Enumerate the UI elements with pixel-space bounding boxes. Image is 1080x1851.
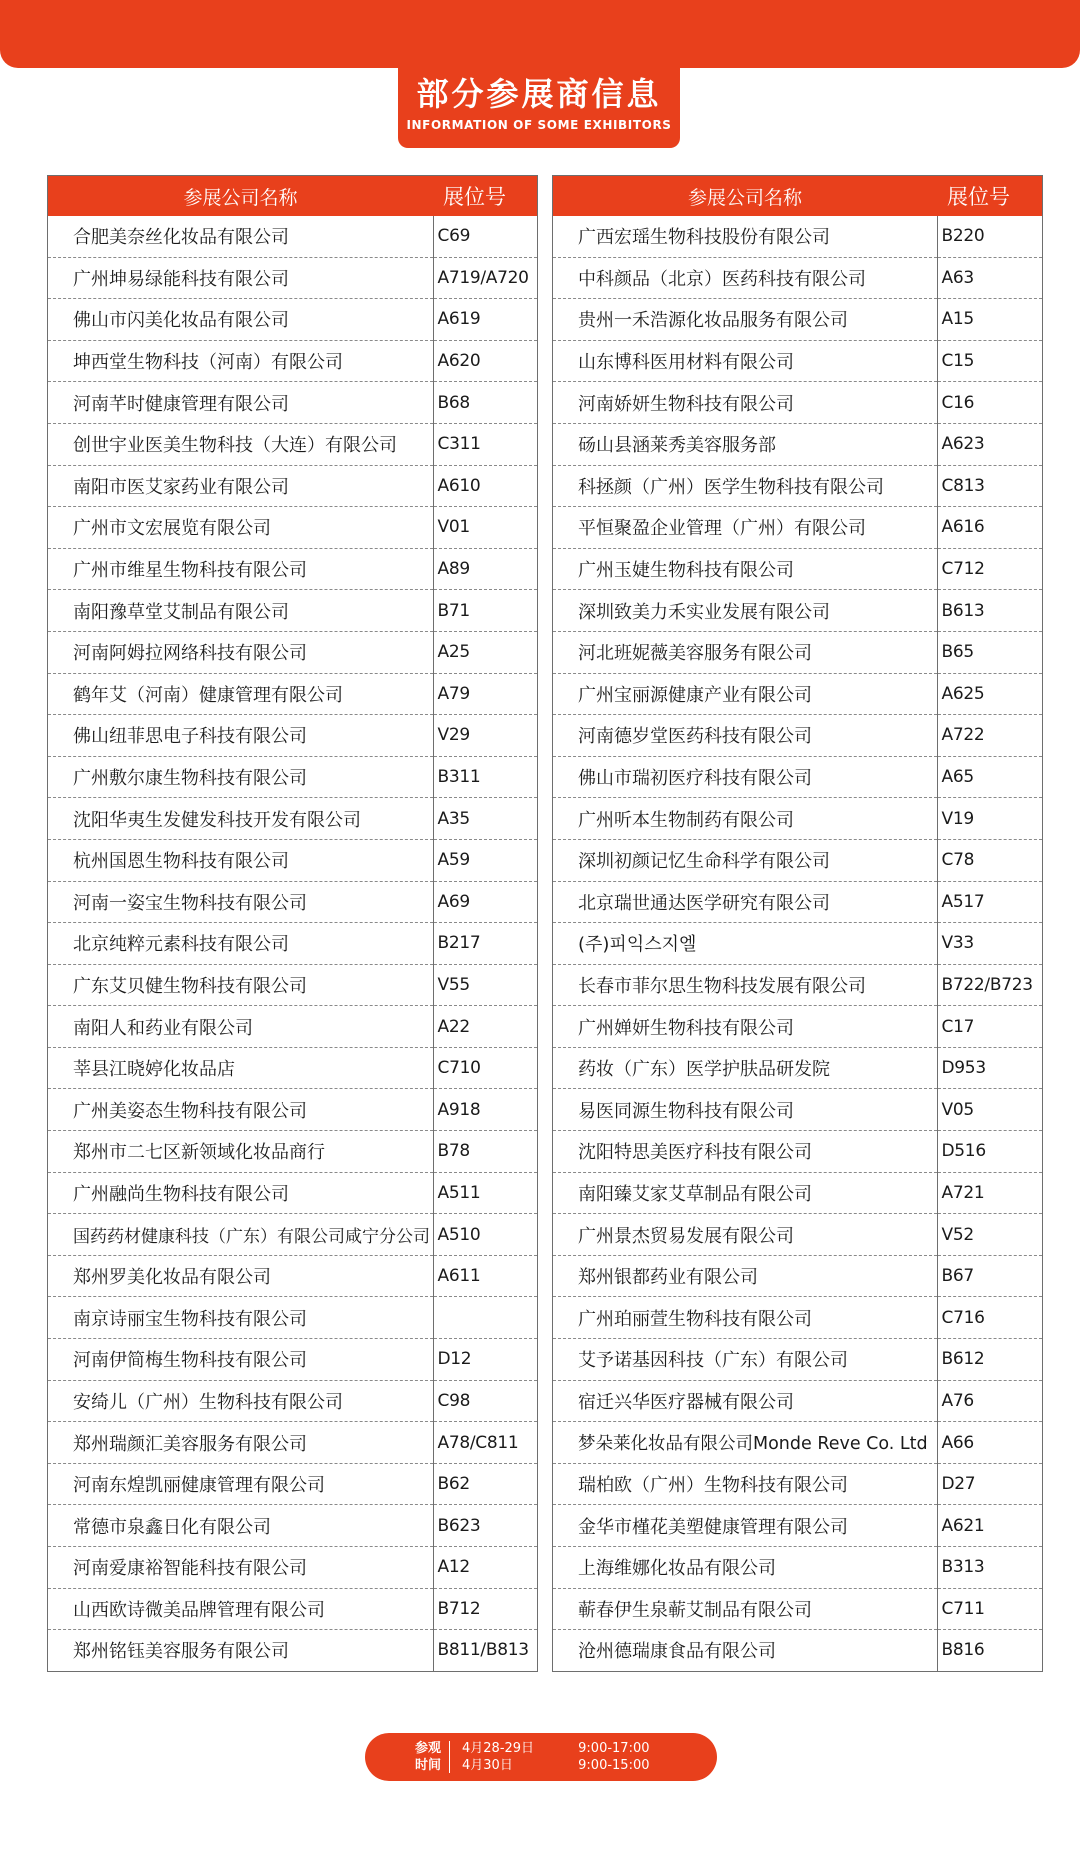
company-name-cell: 南阳豫草堂艾制品有限公司 (48, 590, 433, 632)
table-row (48, 507, 537, 549)
table-row (48, 1131, 537, 1173)
table-row (48, 1089, 537, 1131)
booth-number-cell: B65 (937, 631, 1042, 673)
company-name-cell: 河南娇妍生物科技有限公司 (553, 382, 937, 424)
table-row (553, 382, 1042, 424)
company-name-cell: 上海维娜化妆品有限公司 (553, 1547, 937, 1589)
booth-number-cell: A76 (937, 1380, 1042, 1422)
table-row (48, 340, 537, 382)
table-row (553, 839, 1042, 881)
booth-number-cell: A621 (937, 1505, 1042, 1547)
booth-number-cell: A510 (433, 1214, 537, 1256)
booth-number-cell: C98 (433, 1380, 537, 1422)
booth-number-cell: A625 (937, 673, 1042, 715)
table-row (553, 756, 1042, 798)
visit-hours: 9:00-15:00 (578, 1758, 650, 1773)
company-name-cell: 常德市泉鑫日化有限公司 (48, 1505, 433, 1547)
exhibitor-list-left (48, 216, 537, 1671)
table-row (553, 1463, 1042, 1505)
company-name-cell: 广州市文宏展览有限公司 (48, 507, 433, 549)
booth-number-cell: A63 (937, 257, 1042, 299)
company-name-cell: 长春市菲尔思生物科技发展有限公司 (553, 964, 937, 1006)
company-name-cell: 莘县江晓婷化妆品店 (48, 1047, 433, 1089)
exhibitor-table-left (47, 175, 538, 1672)
table-row (553, 299, 1042, 341)
table-header-row (48, 176, 537, 216)
company-name-cell: 宿迁兴华医疗器械有限公司 (553, 1380, 937, 1422)
booth-number-cell: B71 (433, 590, 537, 632)
company-name-cell: 广州听本生物制药有限公司 (553, 798, 937, 840)
table-row (553, 964, 1042, 1006)
company-name-cell: 广州坤易绿能科技有限公司 (48, 257, 433, 299)
booth-number-cell: C712 (937, 548, 1042, 590)
company-name-cell: 河南德岁堂医药科技有限公司 (553, 715, 937, 757)
booth-number-cell: A79 (433, 673, 537, 715)
booth-number-cell: C69 (433, 216, 537, 257)
company-name-cell: 山西欧诗微美品牌管理有限公司 (48, 1588, 433, 1630)
company-name-cell: 杭州国恩生物科技有限公司 (48, 839, 433, 881)
company-name-cell: 南京诗丽宝生物科技有限公司 (48, 1297, 433, 1339)
booth-column-header: 展位号 (937, 176, 1042, 216)
company-name-cell: 河北班妮薇美容服务有限公司 (553, 631, 937, 673)
exhibitor-table-right (552, 175, 1043, 1672)
booth-number-cell: D953 (937, 1047, 1042, 1089)
table-row (48, 673, 537, 715)
booth-number-cell: D12 (433, 1339, 537, 1381)
company-name-cell: 南阳臻艾家艾草制品有限公司 (553, 1172, 937, 1214)
table-row (553, 257, 1042, 299)
company-name-cell: 药妆（广东）医学护肤品研发院 (553, 1047, 937, 1089)
company-name-cell: 砀山县涵莱秀美容服务部 (553, 423, 937, 465)
company-name-cell: 河南阿姆拉网络科技有限公司 (48, 631, 433, 673)
company-name-cell: 深圳初颜记忆生命科学有限公司 (553, 839, 937, 881)
booth-number-cell: D516 (937, 1131, 1042, 1173)
booth-number-cell: A517 (937, 881, 1042, 923)
booth-number-cell: A15 (937, 299, 1042, 341)
table-row (48, 964, 537, 1006)
table-row (553, 1630, 1042, 1671)
booth-number-cell: B722/B723 (937, 964, 1042, 1006)
visit-schedule-row (462, 1757, 650, 1774)
company-name-cell: 佛山市闪美化妆品有限公司 (48, 299, 433, 341)
table-row (553, 1339, 1042, 1381)
table-row (553, 1588, 1042, 1630)
booth-number-cell: V52 (937, 1214, 1042, 1256)
booth-number-cell: A12 (433, 1547, 537, 1589)
booth-number-cell (433, 1297, 537, 1339)
booth-number-cell: B712 (433, 1588, 537, 1630)
company-name-cell: 平恒聚盈企业管理（广州）有限公司 (553, 507, 937, 549)
table-row (48, 1297, 537, 1339)
table-row (553, 1505, 1042, 1547)
company-name-cell: 广州宝丽源健康产业有限公司 (553, 673, 937, 715)
booth-number-cell: A35 (433, 798, 537, 840)
company-name-cell: 广州融尚生物科技有限公司 (48, 1172, 433, 1214)
booth-number-cell: A78/C811 (433, 1422, 537, 1464)
table-row (48, 881, 537, 923)
booth-number-cell: A22 (433, 1006, 537, 1048)
booth-number-cell: A918 (433, 1089, 537, 1131)
company-name-cell: 贵州一禾浩源化妆品服务有限公司 (553, 299, 937, 341)
booth-number-cell: B220 (937, 216, 1042, 257)
table-row (48, 465, 537, 507)
visit-hours: 9:00-17:00 (578, 1741, 650, 1756)
table-row (553, 1172, 1042, 1214)
booth-number-cell: C813 (937, 465, 1042, 507)
booth-number-cell: V05 (937, 1089, 1042, 1131)
booth-number-cell: B78 (433, 1131, 537, 1173)
company-name-cell: 中科颜品（北京）医药科技有限公司 (553, 257, 937, 299)
table-row (48, 1380, 537, 1422)
table-row (48, 1547, 537, 1589)
booth-number-cell: V33 (937, 923, 1042, 965)
company-name-cell: 佛山市瑞初医疗科技有限公司 (553, 756, 937, 798)
company-name-cell: 郑州罗美化妆品有限公司 (48, 1255, 433, 1297)
booth-number-cell: A611 (433, 1255, 537, 1297)
visit-time-banner (365, 1733, 717, 1781)
table-row (48, 216, 537, 257)
company-name-cell: 深圳致美力禾实业发展有限公司 (553, 590, 937, 632)
company-name-cell: 沈阳华夷生发健发科技开发有限公司 (48, 798, 433, 840)
table-row (553, 923, 1042, 965)
booth-number-cell: B816 (941, 1640, 985, 1661)
company-name-cell: 合肥美奈丝化妆品有限公司 (48, 216, 433, 257)
booth-number-cell: V19 (937, 798, 1042, 840)
booth-number-cell: A89 (433, 548, 537, 590)
table-row (48, 1172, 537, 1214)
booth-number-cell: A610 (433, 465, 537, 507)
visit-date: 4月30日 (462, 1758, 513, 1773)
table-row (48, 257, 537, 299)
company-name-cell: 广州市维星生物科技有限公司 (48, 548, 433, 590)
company-name-cell: 安绮儿（广州）生物科技有限公司 (48, 1380, 433, 1422)
table-row (553, 673, 1042, 715)
company-name-cell: 河南东煌凯丽健康管理有限公司 (48, 1463, 433, 1505)
table-row (48, 631, 537, 673)
table-row (553, 1214, 1042, 1256)
table-row (48, 756, 537, 798)
table-row (48, 382, 537, 424)
company-name-cell: 南阳人和药业有限公司 (48, 1006, 433, 1048)
company-name-cell: 郑州银都药业有限公司 (553, 1255, 937, 1297)
table-row (553, 1547, 1042, 1589)
booth-number-cell: A65 (937, 756, 1042, 798)
booth-number-cell: B612 (937, 1339, 1042, 1381)
booth-number-cell: A69 (433, 881, 537, 923)
table-row (553, 1297, 1042, 1339)
booth-number-cell: B217 (433, 923, 537, 965)
page-title-badge (398, 64, 680, 148)
company-name-cell: 广州敷尔康生物科技有限公司 (48, 756, 433, 798)
table-row (48, 1255, 537, 1297)
table-row (553, 340, 1042, 382)
company-name-cell: 梦朵莱化妆品有限公司Monde Reve Co. Ltd (553, 1422, 937, 1464)
booth-number-cell: C78 (937, 839, 1042, 881)
table-row (48, 715, 537, 757)
company-name-cell: 广州美姿态生物科技有限公司 (48, 1089, 433, 1131)
page-title: 部分参展商信息 (416, 75, 662, 113)
booth-number-cell: C17 (937, 1006, 1042, 1048)
company-name-cell: 金华市槿花美塑健康管理有限公司 (553, 1505, 937, 1547)
table-row (553, 1422, 1042, 1464)
company-name-cell: 北京瑞世通达医学研究有限公司 (553, 881, 937, 923)
table-row (48, 1006, 537, 1048)
table-row (553, 1089, 1042, 1131)
exhibitor-list-right (553, 216, 1042, 1671)
company-name-cell: 广东艾贝健生物科技有限公司 (48, 964, 433, 1006)
booth-number-cell: B311 (433, 756, 537, 798)
table-row (553, 1006, 1042, 1048)
table-row (553, 423, 1042, 465)
booth-number-cell: A66 (937, 1422, 1042, 1464)
booth-number-cell: C710 (433, 1047, 537, 1089)
company-name-cell: 河南伊简梅生物科技有限公司 (48, 1339, 433, 1381)
table-row (553, 216, 1042, 257)
company-name-cell: 河南爱康裕智能科技有限公司 (48, 1547, 433, 1589)
booth-number-cell: D27 (937, 1463, 1042, 1505)
table-row (48, 923, 537, 965)
table-row (553, 1131, 1042, 1173)
company-name-cell: 北京纯粹元素科技有限公司 (48, 923, 433, 965)
table-row (48, 1047, 537, 1089)
booth-number-cell: A25 (433, 631, 537, 673)
company-name-cell: 科拯颜（广州）医学生物科技有限公司 (553, 465, 937, 507)
booth-number-cell: C16 (937, 382, 1042, 424)
booth-number-cell: V01 (433, 507, 537, 549)
company-name-cell: 坤西堂生物科技（河南）有限公司 (48, 340, 433, 382)
company-column-header: 参展公司名称 (553, 176, 937, 216)
booth-number-cell: A616 (937, 507, 1042, 549)
company-name-cell: 广州玉婕生物科技有限公司 (553, 548, 937, 590)
booth-column-header: 展位号 (433, 176, 537, 216)
visit-schedule-row (462, 1740, 650, 1757)
table-row (553, 590, 1042, 632)
table-row (553, 1380, 1042, 1422)
company-name-cell: 广州婵妍生物科技有限公司 (553, 1006, 937, 1048)
company-name-cell: 河南芊时健康管理有限公司 (48, 382, 433, 424)
table-row (553, 507, 1042, 549)
company-name-cell: 郑州瑞颜汇美容服务有限公司 (48, 1422, 433, 1464)
company-name-cell: 鹤年艾（河南）健康管理有限公司 (48, 673, 433, 715)
booth-number-cell: C15 (937, 340, 1042, 382)
booth-number-cell: B313 (937, 1547, 1042, 1589)
company-name-cell: 广州珀丽萱生物科技有限公司 (553, 1297, 937, 1339)
table-row (48, 1630, 537, 1671)
table-row (48, 1339, 537, 1381)
booth-number-cell: A721 (937, 1172, 1042, 1214)
page-subtitle: INFORMATION OF SOME EXHIBITORS (406, 118, 672, 132)
company-name-cell: (주)피익스지엘 (553, 923, 937, 965)
booth-number-cell: B623 (433, 1505, 537, 1547)
table-row (553, 465, 1042, 507)
booth-number-cell: V29 (433, 715, 537, 757)
table-row (553, 1255, 1042, 1297)
table-row (553, 1047, 1042, 1089)
table-row (48, 798, 537, 840)
table-row (553, 798, 1042, 840)
booth-number-cell: B811/B813 (437, 1640, 529, 1661)
table-row (48, 590, 537, 632)
company-name-cell: 郑州铭钰美容服务有限公司 (48, 1630, 433, 1671)
company-name-cell: 创世宇业医美生物科技（大连）有限公司 (48, 423, 433, 465)
table-row (48, 299, 537, 341)
table-row (48, 423, 537, 465)
table-row (48, 839, 537, 881)
table-row (48, 1463, 537, 1505)
company-name-cell: 广州景杰贸易发展有限公司 (553, 1214, 937, 1256)
company-name-cell: 郑州市二七区新领域化妆品商行 (48, 1131, 433, 1173)
company-name-cell: 南阳市医艾家药业有限公司 (48, 465, 433, 507)
booth-number-cell: C311 (433, 423, 537, 465)
booth-number-cell: B68 (433, 382, 537, 424)
table-row (48, 1214, 537, 1256)
table-row (48, 1588, 537, 1630)
company-name-cell: 沧州德瑞康食品有限公司 (553, 1630, 937, 1671)
table-row (553, 631, 1042, 673)
table-row (48, 548, 537, 590)
booth-number-cell: A722 (937, 715, 1042, 757)
table-row (553, 715, 1042, 757)
company-name-cell: 沈阳特思美医疗科技有限公司 (553, 1131, 937, 1173)
company-name-cell: 易医同源生物科技有限公司 (553, 1089, 937, 1131)
table-row (553, 881, 1042, 923)
company-name-cell: 艾予诺基因科技（广东）有限公司 (553, 1339, 937, 1381)
table-header-row (553, 176, 1042, 216)
table-row (553, 548, 1042, 590)
visit-time-label: 参观时间 (414, 1741, 441, 1773)
company-name-cell: 山东博科医用材料有限公司 (553, 340, 937, 382)
booth-number-cell: C711 (937, 1588, 1042, 1630)
company-name-cell: 蕲春伊生泉蕲艾制品有限公司 (553, 1588, 937, 1630)
booth-number-cell: A511 (433, 1172, 537, 1214)
company-column-header: 参展公司名称 (48, 176, 433, 216)
booth-number-cell: A619 (433, 299, 537, 341)
booth-number-cell: A719/A720 (433, 257, 537, 299)
booth-number-cell: A620 (433, 340, 537, 382)
booth-number-cell: A623 (937, 423, 1042, 465)
booth-number-cell: B62 (433, 1463, 537, 1505)
company-name-cell: 广西宏瑶生物科技股份有限公司 (553, 216, 937, 257)
table-row (48, 1505, 537, 1547)
top-banner (0, 0, 1080, 68)
booth-number-cell: C716 (937, 1297, 1042, 1339)
booth-number-cell: B67 (937, 1255, 1042, 1297)
booth-number-cell: B613 (937, 590, 1042, 632)
booth-number-cell: V55 (433, 964, 537, 1006)
company-name-cell: 河南一姿宝生物科技有限公司 (48, 881, 433, 923)
booth-number-cell: A59 (433, 839, 537, 881)
company-name-cell: 佛山纽菲思电子科技有限公司 (48, 715, 433, 757)
visit-divider (449, 1741, 450, 1773)
company-name-cell: 国药药材健康科技（广东）有限公司咸宁分公司 (48, 1214, 433, 1256)
company-name-cell: 瑞柏欧（广州）生物科技有限公司 (553, 1463, 937, 1505)
table-row (48, 1422, 537, 1464)
visit-date: 4月28-29日 (462, 1741, 535, 1756)
